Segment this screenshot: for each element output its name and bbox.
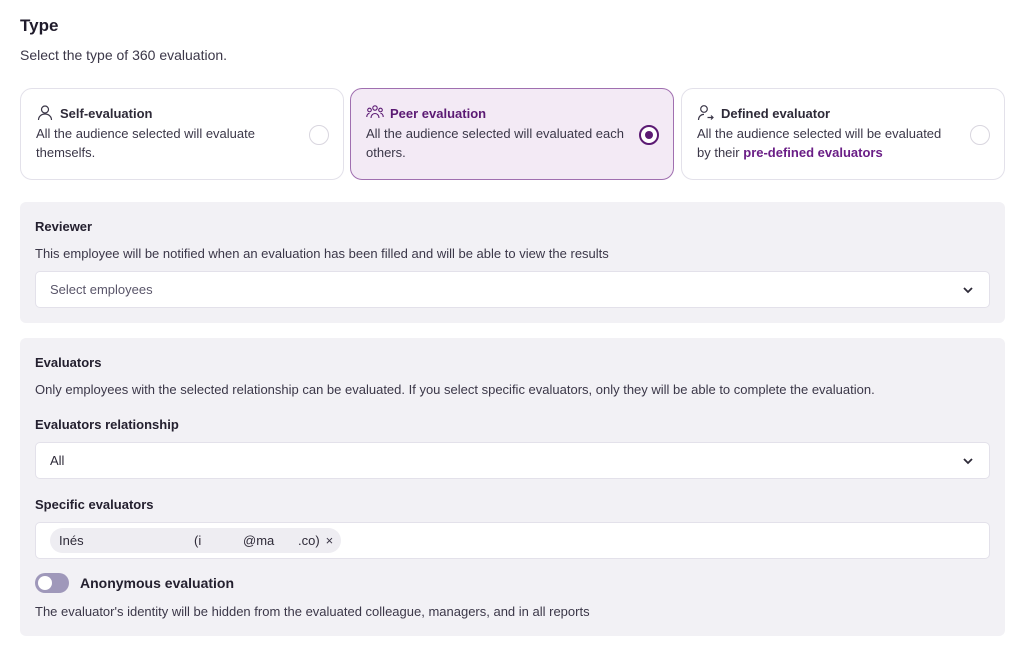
reviewer-select[interactable]: [35, 271, 990, 308]
anonymous-label: Anonymous evaluation: [80, 575, 235, 591]
option-peer-evaluation[interactable]: [350, 88, 674, 180]
defined-evaluator-radio[interactable]: [970, 125, 990, 145]
option-description: [697, 124, 956, 162]
chip-remove-icon[interactable]: ×: [325, 533, 334, 548]
reviewer-panel: [20, 202, 1005, 323]
anonymous-toggle[interactable]: [35, 573, 69, 593]
evaluators-panel: [20, 338, 1005, 636]
relationship-select-value: All: [50, 453, 65, 468]
option-self-evaluation[interactable]: [20, 88, 344, 180]
chip-name: Inés: [59, 533, 84, 548]
chip-email-end: .co): [298, 533, 320, 548]
type-options: [20, 88, 1005, 180]
peer-evaluation-radio[interactable]: [639, 125, 659, 145]
option-defined-evaluator[interactable]: [681, 88, 1005, 180]
evaluators-title: Evaluators: [35, 355, 102, 370]
chevron-down-icon: [961, 454, 975, 468]
type-title: Type: [20, 16, 59, 35]
group-icon: [366, 104, 384, 122]
chevron-down-icon: [961, 283, 975, 297]
evaluator-chip: [50, 528, 341, 553]
option-description: All the audience selected will evaluate themselfs.: [36, 126, 255, 160]
reviewer-title: Reviewer: [35, 219, 93, 234]
reviewer-select-placeholder: Select employees: [50, 282, 153, 297]
specific-evaluators-label: Specific evaluators: [35, 497, 154, 512]
self-evaluation-radio[interactable]: [309, 125, 329, 145]
relationship-select[interactable]: [35, 442, 990, 479]
chip-email-mid: @ma: [243, 533, 275, 548]
person-arrow-icon: [697, 104, 715, 122]
description-text: All the audience selected will be evaluated by their: [697, 126, 942, 160]
pre-defined-evaluators-link[interactable]: pre-defined evaluators: [743, 145, 883, 160]
evaluators-helper: Only employees with the selected relationship can be evaluated. If you select specific evaluators, only they will be able to complete the evaluation.: [35, 382, 875, 397]
option-title: Peer evaluation: [390, 105, 487, 121]
option-title: Self-evaluation: [60, 105, 153, 121]
specific-evaluators-input[interactable]: [35, 522, 990, 559]
toggle-knob: [38, 576, 52, 590]
relationship-label: Evaluators relationship: [35, 417, 179, 432]
anonymous-row: [35, 573, 234, 593]
option-title: Defined evaluator: [721, 105, 831, 121]
chip-email-start: (i: [194, 533, 202, 548]
type-subtitle: Select the type of 360 evaluation.: [20, 47, 228, 63]
reviewer-helper: This employee will be notified when an evaluation has been filled and will be able to view the results: [35, 246, 609, 261]
option-description: All the audience selected will evaluated each others.: [366, 126, 625, 160]
anonymous-helper: The evaluator's identity will be hidden from the evaluated colleague, managers, and in all reports: [35, 604, 590, 619]
person-icon: [36, 104, 54, 122]
